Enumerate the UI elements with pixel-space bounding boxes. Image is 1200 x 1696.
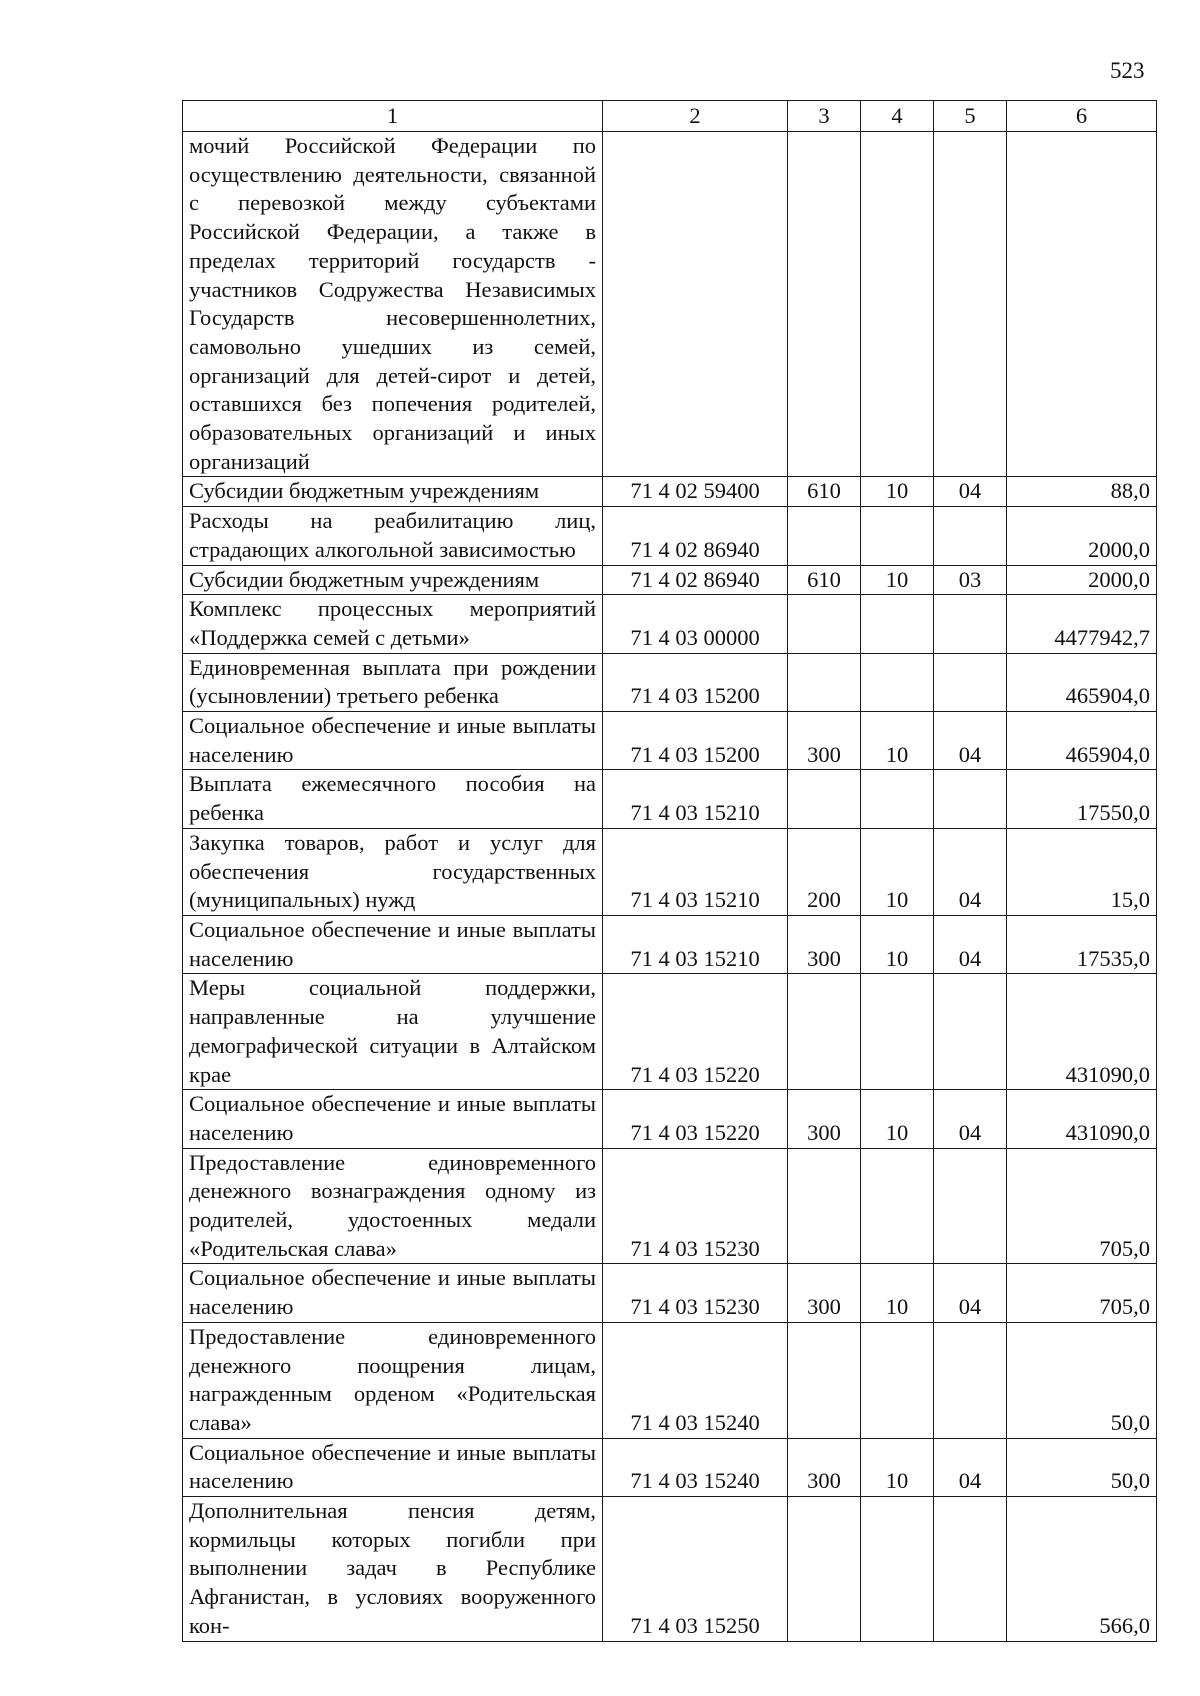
section-cell: 10 (861, 915, 934, 973)
target-code-cell: 71 4 03 15230 (603, 1264, 788, 1322)
column-header: 5 (934, 101, 1007, 132)
item-name-cell: Единовременная выплата при рождении (усыновлении) третьего ребенка (183, 653, 603, 711)
amount-cell: 431090,0 (1007, 1090, 1157, 1148)
expense-type-cell (788, 595, 861, 653)
amount-cell: 465904,0 (1007, 712, 1157, 770)
column-header: 3 (788, 101, 861, 132)
table-header (183, 101, 1157, 132)
amount-cell: 17550,0 (1007, 770, 1157, 828)
section-cell: 10 (861, 1264, 934, 1322)
section-cell (861, 1148, 934, 1264)
subsection-cell (934, 1148, 1007, 1264)
column-header: 1 (183, 101, 603, 132)
section-cell: 10 (861, 828, 934, 915)
subsection-cell (934, 132, 1007, 477)
item-name-cell: Меры социальной поддержки, направленные на улучшение демографической ситуации в Алтайском крае (183, 974, 603, 1090)
expense-type-cell (788, 974, 861, 1090)
table-row (183, 712, 1157, 770)
expense-type-cell: 300 (788, 1090, 861, 1148)
expense-type-cell (788, 507, 861, 565)
item-name-cell: Социальное обеспечение и иные выплаты населению (183, 712, 603, 770)
section-cell: 10 (861, 712, 934, 770)
section-cell (861, 770, 934, 828)
amount-cell: 705,0 (1007, 1148, 1157, 1264)
amount-cell: 4477942,7 (1007, 595, 1157, 653)
item-name-cell: Предоставление единовременного денежного поощрения лицам, награжденным орденом «Родительская слава» (183, 1322, 603, 1438)
table-row (183, 974, 1157, 1090)
section-cell (861, 595, 934, 653)
subsection-cell: 04 (934, 828, 1007, 915)
table-row (183, 1438, 1157, 1496)
subsection-cell: 04 (934, 712, 1007, 770)
item-name-cell: Социальное обеспечение и иные выплаты населению (183, 1090, 603, 1148)
table-row (183, 507, 1157, 565)
header-row (183, 101, 1157, 132)
target-code-cell: 71 4 03 00000 (603, 595, 788, 653)
amount-cell: 17535,0 (1007, 915, 1157, 973)
expense-type-cell (788, 1322, 861, 1438)
subsection-cell: 04 (934, 1264, 1007, 1322)
target-code-cell: 71 4 03 15250 (603, 1497, 788, 1642)
target-code-cell: 71 4 03 15240 (603, 1438, 788, 1496)
amount-cell: 88,0 (1007, 477, 1157, 507)
amount-cell: 2000,0 (1007, 565, 1157, 595)
column-header: 4 (861, 101, 934, 132)
budget-table (182, 100, 1157, 1642)
amount-cell: 2000,0 (1007, 507, 1157, 565)
table-row (183, 477, 1157, 507)
amount-cell: 15,0 (1007, 828, 1157, 915)
table-row (183, 1090, 1157, 1148)
table-row (183, 1148, 1157, 1264)
amount-cell: 465904,0 (1007, 653, 1157, 711)
item-name-cell: мочий Российской Федерации по осуществлению деятельности, связанной с перевозкой между субъектами Российской Федерации, а также в пределах территорий государств - участников Содружества Независимых Государств несовершеннолетних, самовольно ушедших из семей, организаций для детей-сирот и детей, оставшихся без попечения родителей, образовательных организаций и иных организаций (183, 132, 603, 477)
target-code-cell: 71 4 02 86940 (603, 565, 788, 595)
target-code-cell: 71 4 03 15210 (603, 770, 788, 828)
target-code-cell: 71 4 03 15200 (603, 712, 788, 770)
target-code-cell: 71 4 03 15210 (603, 915, 788, 973)
target-code-cell: 71 4 03 15220 (603, 974, 788, 1090)
expense-type-cell: 200 (788, 828, 861, 915)
item-name-cell: Социальное обеспечение и иные выплаты населению (183, 1264, 603, 1322)
expense-type-cell (788, 1148, 861, 1264)
target-code-cell: 71 4 03 15240 (603, 1322, 788, 1438)
target-code-cell: 71 4 02 86940 (603, 507, 788, 565)
subsection-cell (934, 595, 1007, 653)
target-code-cell: 71 4 02 59400 (603, 477, 788, 507)
subsection-cell: 04 (934, 477, 1007, 507)
target-code-cell: 71 4 03 15210 (603, 828, 788, 915)
item-name-cell: Закупка товаров, работ и услуг для обеспечения государственных (муниципальных) нужд (183, 828, 603, 915)
section-cell (861, 974, 934, 1090)
table-row (183, 828, 1157, 915)
page-number: 523 (1110, 58, 1145, 83)
expense-type-cell (788, 132, 861, 477)
item-name-cell: Дополнительная пенсия детям, кормильцы которых погибли при выполнении задач в Республике Афганистан, в условиях вооруженного кон- (183, 1497, 603, 1642)
amount-cell: 50,0 (1007, 1438, 1157, 1496)
section-cell: 10 (861, 477, 934, 507)
expense-type-cell: 300 (788, 1438, 861, 1496)
column-header: 2 (603, 101, 788, 132)
expense-type-cell: 610 (788, 477, 861, 507)
amount-cell: 705,0 (1007, 1264, 1157, 1322)
expense-type-cell: 610 (788, 565, 861, 595)
subsection-cell: 04 (934, 1438, 1007, 1496)
subsection-cell (934, 974, 1007, 1090)
table-row (183, 1264, 1157, 1322)
expense-type-cell: 300 (788, 915, 861, 973)
table-row (183, 915, 1157, 973)
item-name-cell: Комплекс процессных мероприятий «Поддержка семей с детьми» (183, 595, 603, 653)
target-code-cell: 71 4 03 15230 (603, 1148, 788, 1264)
column-header: 6 (1007, 101, 1157, 132)
table-row (183, 595, 1157, 653)
expense-type-cell: 300 (788, 712, 861, 770)
section-cell: 10 (861, 1438, 934, 1496)
section-cell: 10 (861, 565, 934, 595)
section-cell: 10 (861, 1090, 934, 1148)
section-cell (861, 132, 934, 477)
section-cell (861, 653, 934, 711)
subsection-cell (934, 1322, 1007, 1438)
subsection-cell: 03 (934, 565, 1007, 595)
subsection-cell (934, 507, 1007, 565)
item-name-cell: Расходы на реабилитацию лиц, страдающих алкогольной зависимостью (183, 507, 603, 565)
amount-cell (1007, 132, 1157, 477)
amount-cell: 431090,0 (1007, 974, 1157, 1090)
item-name-cell: Социальное обеспечение и иные выплаты населению (183, 1438, 603, 1496)
subsection-cell: 04 (934, 915, 1007, 973)
section-cell (861, 507, 934, 565)
target-code-cell: 71 4 03 15200 (603, 653, 788, 711)
section-cell (861, 1322, 934, 1438)
item-name-cell: Предоставление единовременного денежного вознаграждения одному из родителей, удостоенных медали «Родительская слава» (183, 1148, 603, 1264)
table-row (183, 1497, 1157, 1642)
subsection-cell (934, 1497, 1007, 1642)
amount-cell: 566,0 (1007, 1497, 1157, 1642)
table-row (183, 653, 1157, 711)
target-code-cell (603, 132, 788, 477)
section-cell (861, 1497, 934, 1642)
table-row (183, 565, 1157, 595)
item-name-cell: Субсидии бюджетным учреждениям (183, 477, 603, 507)
table-row (183, 132, 1157, 477)
table-row (183, 1322, 1157, 1438)
item-name-cell: Социальное обеспечение и иные выплаты населению (183, 915, 603, 973)
subsection-cell (934, 653, 1007, 711)
table-body (183, 132, 1157, 1642)
expense-type-cell (788, 770, 861, 828)
table-row (183, 770, 1157, 828)
expense-type-cell (788, 1497, 861, 1642)
amount-cell: 50,0 (1007, 1322, 1157, 1438)
expense-type-cell: 300 (788, 1264, 861, 1322)
subsection-cell (934, 770, 1007, 828)
subsection-cell: 04 (934, 1090, 1007, 1148)
target-code-cell: 71 4 03 15220 (603, 1090, 788, 1148)
item-name-cell: Выплата ежемесячного пособия на ребенка (183, 770, 603, 828)
expense-type-cell (788, 653, 861, 711)
item-name-cell: Субсидии бюджетным учреждениям (183, 565, 603, 595)
